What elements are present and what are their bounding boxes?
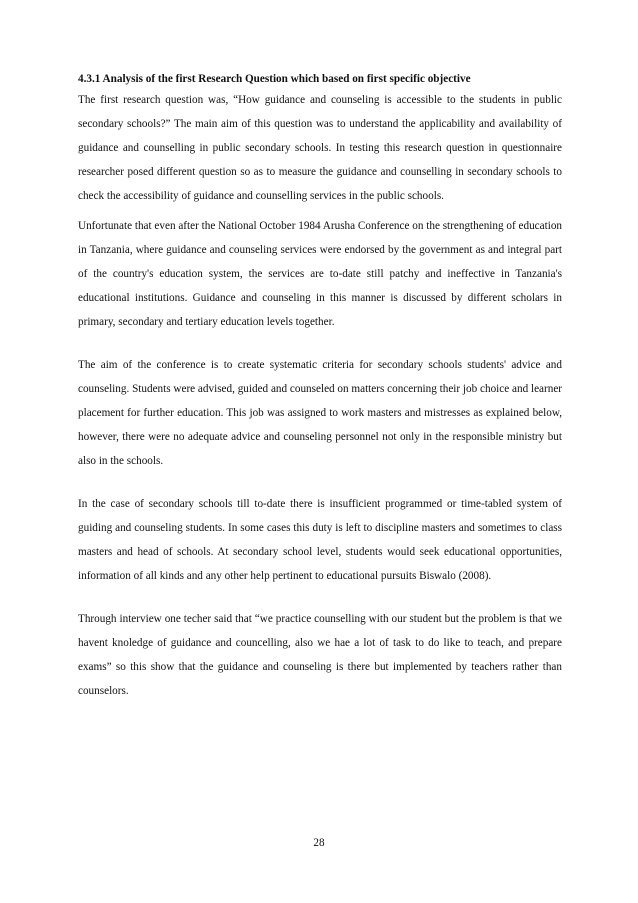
paragraph-secondary-schools: In the case of secondary schools till to-date there is insufficient programmed or time-tabled system of guiding and counseling students. In some cases this duty is left to discipline masters and sometimes to class masters and head of schools. At secondary school level, students would seek educational opportunities, information of all kinds and any other help pertinent to educational pursuits Biswalo (2008). bbox=[78, 498, 562, 582]
section-heading: 4.3.1 Analysis of the first Research Question which based on first specific objective bbox=[78, 73, 471, 85]
paragraph-research-question: The first research question was, “How guidance and counseling is accessible to the students in public secondary schools?” The main aim of this question was to understand the applicability and availability of guidance and counselling in public secondary schools. In testing this research question in questionnaire researcher posed different question so as to measure the guidance and counselling in secondary schools to check the accessibility of guidance and counselling services in the public schools. bbox=[78, 94, 562, 202]
paragraph-conference-aim: The aim of the conference is to create systematic criteria for secondary schools students' advice and counseling. Students were advised, guided and counseled on matters concerning their job choice and learner placement for further education. This job was assigned to work masters and mistresses as explained below, however, there were no adequate advice and counseling personnel not only in the responsible ministry but also in the schools. bbox=[78, 359, 563, 467]
page-number: 28 bbox=[313, 837, 325, 849]
paragraph-spacer bbox=[78, 334, 562, 353]
paragraph-spacer bbox=[78, 473, 562, 492]
paragraph-interview: Through interview one techer said that “we practice counselling with our student but the problem is that we havent knoledge of guidance and councelling, also we hae a lot of task to do like to teach, and prepare exams” so this show that the guidance and counseling is there but implemented by teachers rather than counselors. bbox=[78, 613, 562, 697]
paragraph-arusha-conference: Unfortunate that even after the National October 1984 Arusha Conference on the strengthening of education in Tanzania, where guidance and counseling services were endorsed by the government as and integral part of the country's education system, the services are to-date still patchy and ineffective in Tanzania's educational institutions. Guidance and counseling in this manner is discussed by different scholars in primary, secondary and tertiary education levels together. bbox=[78, 220, 563, 328]
page-content bbox=[78, 72, 562, 703]
paragraph-spacer bbox=[78, 588, 562, 607]
